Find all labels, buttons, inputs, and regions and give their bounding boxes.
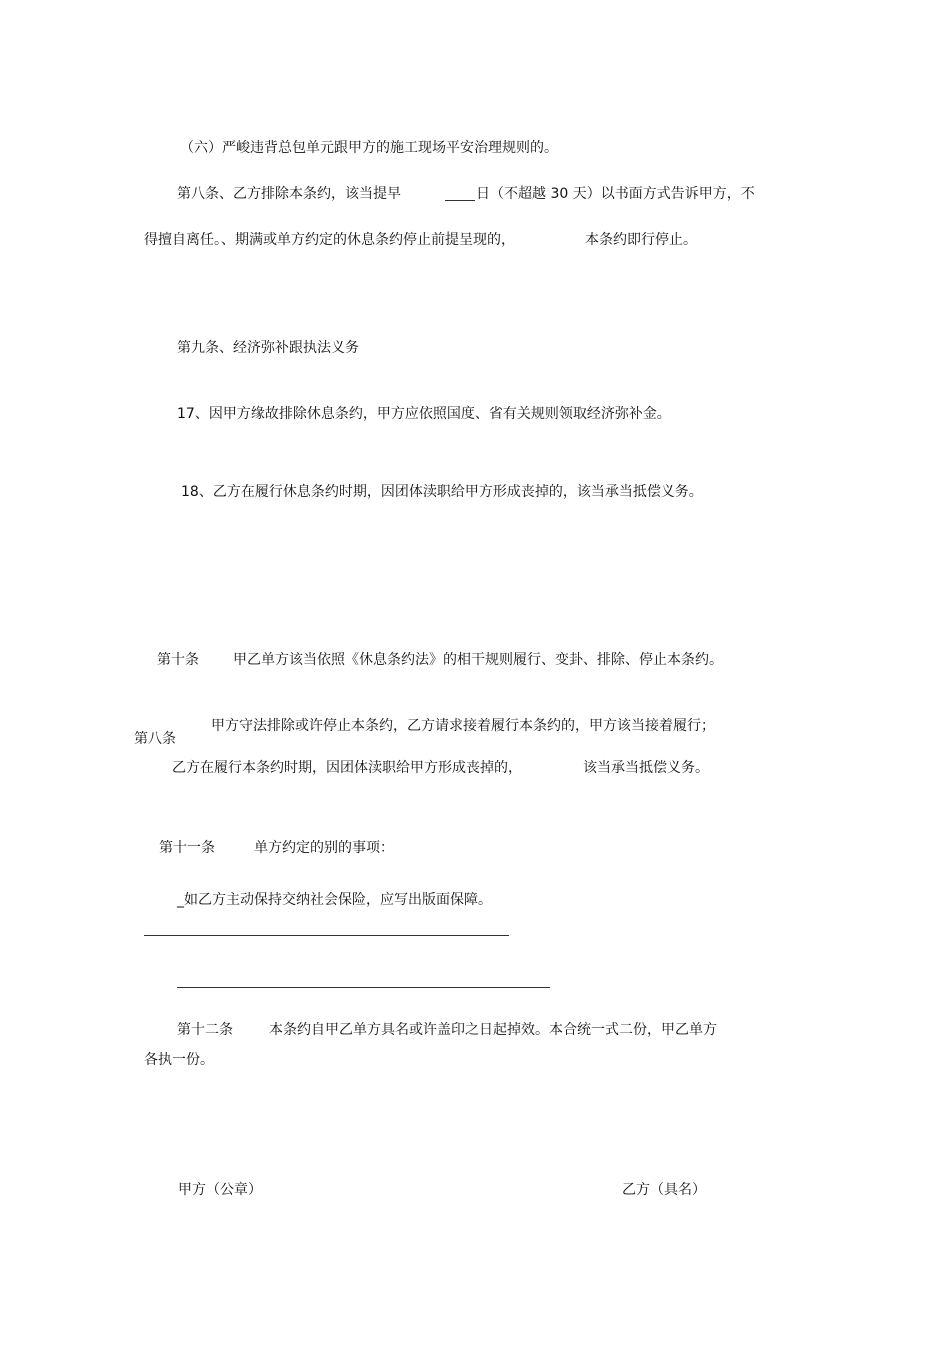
article-12-text: 本条约自甲乙单方具名或许盖印之日起掉效。本合统一式二份，甲乙单方 (269, 1022, 717, 1038)
article-11-label: 第十一条 (159, 840, 215, 856)
article-8b-line-1: 甲方守法排除或许停止本条约，乙方请求接着履行本条约的，甲方该当接着履行； (211, 718, 715, 734)
item-18: 18、乙方在履行休息条约时期，因团体渎职给甲方形成丧掉的，该当承当抵偿义务。 (181, 484, 703, 500)
article-8-line-2b: 本条约即行停止。 (585, 232, 697, 248)
days-blank (445, 186, 475, 201)
article-8-line-1a: 第八条、乙方排除本条约，该当提早 (177, 186, 401, 202)
party-a-signature: 甲方（公章） (178, 1182, 262, 1198)
article-8b-label: 第八条 (134, 731, 176, 747)
article-12-cont: 各执一份。 (144, 1052, 214, 1068)
article-8b-line-2b: 该当承当抵偿义务。 (583, 760, 709, 776)
article-8b-line-2a: 乙方在履行本条约时期，因团体渎职给甲方形成丧掉的， (172, 760, 522, 776)
article-11-item: _如乙方主动保持交纳社会保险，应写出版面保障。 (177, 892, 492, 908)
article-11-text: 单方约定的别的事项： (254, 840, 394, 856)
fill-line-1 (144, 935, 509, 936)
clause-6: （六）严峻违背总包单元跟甲方的施工现场平安治理规则的。 (180, 140, 558, 156)
article-9-heading: 第九条、经济弥补跟执法义务 (177, 340, 359, 356)
article-10-text: 甲乙单方该当依照《休息条约法》的相干规则履行、变卦、排除、停止本条约。 (233, 652, 723, 668)
article-10-label: 第十条 (157, 652, 199, 668)
article-8-line-2a: 得擅自离任。、期满或单方约定的休息条约停止前提呈现的， (144, 232, 515, 248)
fill-line-2 (177, 987, 550, 988)
item-17: 17、因甲方缘故排除休息条约，甲方应依照国度、省有关规则领取经济弥补金。 (177, 406, 671, 422)
article-12-label: 第十二条 (177, 1022, 233, 1038)
article-8-line-1b: 日（不超越 30 天）以书面方式告诉甲方，不 (476, 186, 755, 202)
party-b-signature: 乙方（具名） (622, 1182, 706, 1198)
